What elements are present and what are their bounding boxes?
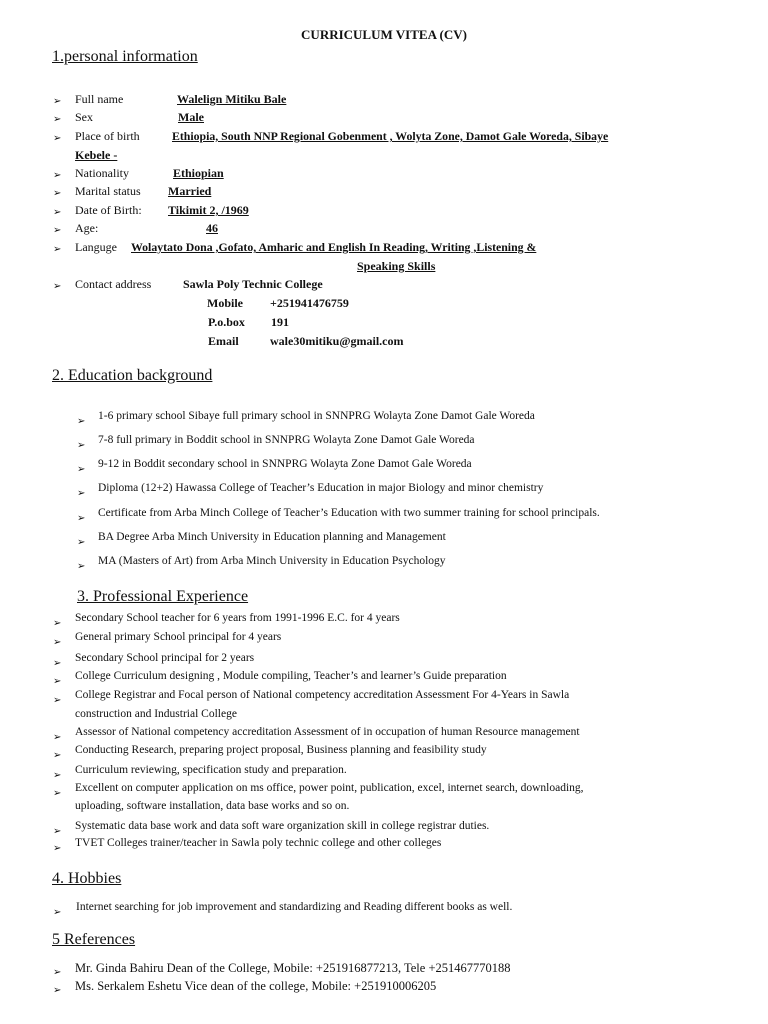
arrow-bullet-icon: ➢ (53, 843, 62, 854)
list-item: BA Degree Arba Minch University in Education planning and Management (98, 531, 446, 543)
nationality-row (53, 167, 61, 182)
list-item: College Registrar and Focal person of National competency accreditation Assessment For 4-Years in Sawla (75, 689, 570, 701)
list-item: General primary School principal for 4 years (75, 631, 282, 643)
contact-label: Contact address (75, 277, 152, 291)
arrow-bullet-icon: ➢ (53, 618, 62, 629)
list-bullet (77, 508, 85, 526)
arrow-bullet-icon: ➢ (77, 561, 86, 572)
list-bullet (53, 745, 61, 763)
arrow-bullet-icon: ➢ (53, 676, 62, 687)
full-name-row (53, 93, 61, 108)
dob-value: Tikimit 2, /1969 (168, 203, 249, 217)
marital-value: Married (168, 184, 212, 198)
sex-label: Sex (75, 110, 93, 124)
list-item: MA (Masters of Art) from Arba Minch University in Education Psychology (98, 555, 446, 567)
list-bullet (53, 783, 61, 801)
pob-value-line2: Kebele - (75, 148, 118, 162)
arrow-bullet-icon: ➢ (53, 658, 62, 669)
hobby-item: Internet searching for job improvement and standardizing and Reading different books as well. (76, 901, 513, 913)
hobby-bullet (53, 902, 61, 920)
full-name-label: Full name (75, 92, 124, 106)
arrow-bullet-icon: ➢ (53, 770, 62, 781)
list-item: Conducting Research, preparing project proposal, Business planning and feasibility study (75, 744, 487, 756)
list-bullet (77, 435, 85, 453)
language-value-line2: Speaking Skills (357, 259, 436, 273)
nationality-value: Ethiopian (173, 166, 224, 180)
mobile-value: +251941476759 (270, 296, 349, 310)
arrow-bullet-icon: ➢ (53, 826, 62, 837)
arrow-bullet-icon: ➢ (77, 513, 86, 524)
arrow-bullet-icon: ➢ (53, 96, 62, 107)
hobbies-heading: 4. Hobbies (52, 870, 122, 887)
list-bullet (53, 690, 61, 708)
pob-label: Place of birth (75, 129, 140, 143)
arrow-bullet-icon: ➢ (53, 967, 62, 978)
list-item: uploading, software installation, data base works and so on. (75, 800, 350, 812)
marital-label: Marital status (75, 184, 141, 198)
arrow-bullet-icon: ➢ (53, 114, 62, 125)
list-bullet (53, 632, 61, 650)
list-item: 1-6 primary school Sibaye full primary school in SNNPRG Wolayta Zone Damot Gale Woreda (98, 410, 535, 422)
list-item: Assessor of National competency accreditation Assessment of in occupation of human Resource management (75, 726, 580, 738)
arrow-bullet-icon: ➢ (53, 637, 62, 648)
list-bullet (53, 727, 61, 745)
list-bullet (53, 671, 61, 689)
list-item: Mr. Ginda Bahiru Dean of the College, Mobile: +251916877213, Tele +251467770188 (75, 961, 511, 975)
list-bullet (77, 483, 85, 501)
arrow-bullet-icon: ➢ (53, 907, 62, 918)
list-bullet (53, 653, 61, 671)
list-bullet (77, 556, 85, 574)
list-item: 7-8 full primary in Boddit school in SNNPRG Wolayta Zone Damot Gale Woreda (98, 434, 475, 446)
list-bullet (53, 838, 61, 856)
age-label: Age: (75, 221, 99, 235)
list-bullet (77, 532, 85, 550)
marital-row (53, 185, 61, 200)
education-heading: 2. Education background (52, 367, 213, 384)
pob-row (53, 130, 61, 145)
list-item: TVET Colleges trainer/teacher in Sawla poly technic college and other colleges (75, 837, 442, 849)
age-value: 46 (206, 221, 218, 235)
arrow-bullet-icon: ➢ (53, 225, 62, 236)
arrow-bullet-icon: ➢ (53, 732, 62, 743)
arrow-bullet-icon: ➢ (53, 188, 62, 199)
arrow-bullet-icon: ➢ (77, 464, 86, 475)
list-item: Systematic data base work and data soft ware organization skill in college registrar duties. (75, 820, 490, 832)
arrow-bullet-icon: ➢ (77, 488, 86, 499)
mobile-label: Mobile (207, 296, 243, 310)
arrow-bullet-icon: ➢ (53, 985, 62, 996)
personal-heading: 1.personal information (52, 48, 198, 65)
language-value-line1: Wolaytato Dona ,Gofato, Amharic and English In Reading, Writing ,Listening & (131, 240, 537, 254)
pobox-value: 191 (271, 315, 289, 329)
arrow-bullet-icon: ➢ (53, 788, 62, 799)
arrow-bullet-icon: ➢ (77, 440, 86, 451)
list-bullet (53, 962, 61, 980)
list-item: Ms. Serkalem Eshetu Vice dean of the college, Mobile: +251910006205 (75, 979, 437, 993)
list-item: Curriculum reviewing, specification study and preparation. (75, 764, 347, 776)
list-item: construction and Industrial College (75, 708, 237, 720)
arrow-bullet-icon: ➢ (53, 244, 62, 255)
arrow-bullet-icon: ➢ (53, 207, 62, 218)
nationality-label: Nationality (75, 166, 129, 180)
list-item: Certificate from Arba Minch College of Teacher’s Education with two summer training for school principals. (98, 507, 600, 519)
list-bullet (77, 411, 85, 429)
email-label: Email (208, 334, 239, 348)
list-item: Excellent on computer application on ms office, power point, publication, excel, internet search, downloading, (75, 782, 584, 794)
list-bullet (53, 765, 61, 783)
language-label: Languge (75, 240, 117, 254)
dob-label: Date of Birth: (75, 203, 142, 217)
arrow-bullet-icon: ➢ (53, 281, 62, 292)
college-value: Sawla Poly Technic College (183, 277, 323, 291)
list-bullet (53, 980, 61, 998)
list-item: Diploma (12+2) Hawassa College of Teacher’s Education in major Biology and minor chemistry (98, 482, 544, 494)
sex-row (53, 111, 61, 126)
contact-row (53, 278, 61, 293)
dob-row (53, 204, 61, 219)
list-item: College Curriculum designing , Module compiling, Teacher’s and learner’s Guide preparation (75, 670, 507, 682)
arrow-bullet-icon: ➢ (53, 133, 62, 144)
pob-value-line1: Ethiopia, South NNP Regional Gobenment , Wolyta Zone, Damot Gale Woreda, Sibaye (172, 129, 609, 143)
document-title: CURRICULUM VITEA (CV) (301, 27, 467, 42)
email-value: wale30mitiku@gmail.com (270, 334, 404, 348)
references-heading: 5 References (52, 931, 136, 948)
sex-value: Male (178, 110, 204, 124)
age-row (53, 222, 61, 237)
list-bullet (53, 821, 61, 839)
pobox-label: P.o.box (208, 315, 245, 329)
list-bullet (77, 459, 85, 477)
arrow-bullet-icon: ➢ (77, 416, 86, 427)
arrow-bullet-icon: ➢ (77, 537, 86, 548)
full-name-value: Walelign Mitiku Bale (177, 92, 287, 106)
arrow-bullet-icon: ➢ (53, 750, 62, 761)
list-item: Secondary School principal for 2 years (75, 652, 255, 664)
list-item: Secondary School teacher for 6 years from 1991-1996 E.C. for 4 years (75, 612, 400, 624)
arrow-bullet-icon: ➢ (53, 695, 62, 706)
experience-heading: 3. Professional Experience (77, 588, 249, 605)
language-row (53, 241, 61, 256)
list-bullet (53, 613, 61, 631)
list-item: 9-12 in Boddit secondary school in SNNPRG Wolayta Zone Damot Gale Woreda (98, 458, 472, 470)
arrow-bullet-icon: ➢ (53, 170, 62, 181)
